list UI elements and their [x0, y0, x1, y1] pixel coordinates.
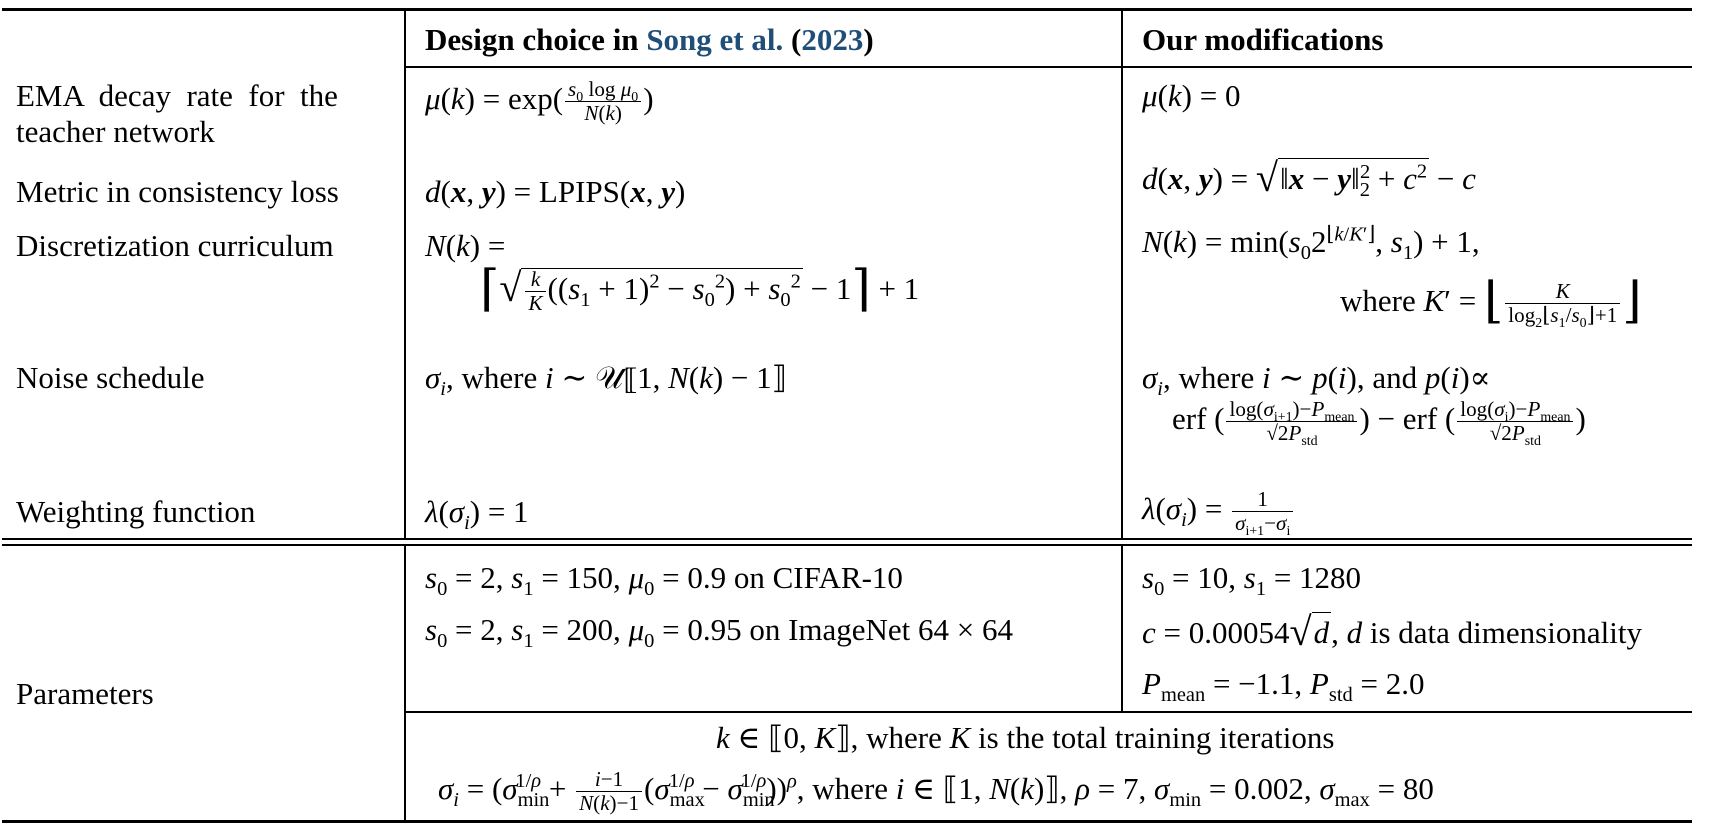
- top-rule: [2, 8, 1692, 11]
- row-metric-label: Metric in consistency loss: [16, 174, 339, 209]
- params-shared-k-where: where: [866, 720, 942, 755]
- params-song-imagenet: $s_0 = 2$, $s_1 = 200$, $\mu_0 = 0.95$ on ImageNet 64 × 64: [425, 612, 1014, 653]
- row-ema-song: μ(k) = exp( $\frac{s_0 \log \mu_0}{N(k)}$ ): [425, 77, 654, 126]
- row-weight-song: $\lambda(\sigma_i) = 1$: [425, 494, 529, 535]
- params-shared-sigma: $\sigma_i = (\sigma_{min}^{1/\rho}$ + $\frac{i-1}{N(k)-1}$ $(\sigma_{max}^{1/\rho} - \sigma_{min}^{1/\rho}))^\rho$, where i ∈ ⟦1, N(k)⟧, ρ = 7, $\sigma_{min} = 0.002$, $\sigma_{max} = 80$: [438, 767, 1434, 816]
- row-disc-ours-2: where K′ = ⌊ $\frac{K}{\log_2⌊s_1/s_0⌋+1}$ ⌋: [1340, 273, 1642, 332]
- row-ema-label-2: teacher network: [16, 114, 215, 149]
- params-shared-k-suffix: is the total training iterations: [978, 720, 1335, 755]
- header-rule-left: [404, 66, 1692, 68]
- row-metric-song: d(x, y) = LPIPS(x, y): [425, 174, 686, 209]
- params-shared-k: k ∈ ⟦0, K⟧, where K is the total training iterations: [716, 720, 1335, 755]
- params-song-cifar-suffix: on CIFAR-10: [733, 560, 903, 595]
- row-disc-ours-1: $N(k) = \min(s_02^{⌊k/K'⌋}$, $s_1) + 1$,: [1142, 223, 1480, 265]
- col1-divider-top: [404, 11, 406, 538]
- row-noise-label: Noise schedule: [16, 360, 205, 395]
- col2-divider-top: [1121, 11, 1123, 538]
- row-noise-ours-2: erf ( $\frac{\log(\sigma_{i+1})-P_{mean}}{√2P_{std}}$ ) − erf ( $\frac{\log(\sigma_i)-P_{mean}}{√2P_{std}}$ ): [1172, 397, 1586, 450]
- params-inner-rule: [404, 711, 1692, 713]
- params-song-imagenet-suffix: on ImageNet 64 × 64: [749, 612, 1014, 647]
- row-weight-label: Weighting function: [16, 494, 256, 529]
- header-ours: Our modifications: [1142, 22, 1384, 57]
- params-ours-s: $s_0 = 10$, $s_1 = 1280$: [1142, 560, 1362, 601]
- params-ours-c: c = 0.00054√d, d is data dimensionality: [1142, 609, 1642, 654]
- params-ours-c-suffix: is data dimensionality: [1369, 615, 1642, 650]
- row-ema-label-1: EMA decay rate for the: [16, 78, 338, 113]
- row-weight-ours: $\lambda(\sigma_i)$ = $\frac{1}{\sigma_{i+1}-\sigma_i}$: [1142, 488, 1295, 535]
- row-noise-ours-1: $\sigma_i$, where i ∼ p(i), and p(i)∝: [1142, 360, 1491, 401]
- citation-author-link[interactable]: Song et al.: [646, 22, 784, 57]
- row-metric-ours: d(x, y) = √‖x − $y‖_2^2 + c^2 - c$: [1142, 155, 1476, 202]
- row-ema-ours: μ(k) = 0: [1142, 78, 1241, 113]
- header-song: Design choice in Song et al. (2023): [425, 22, 874, 57]
- row-disc-song-1: N(k) =: [425, 228, 506, 263]
- row-disc-label: Discretization curriculum: [16, 228, 334, 263]
- params-ours-p: $P_{mean} = -1.1$, $P_{std} = 2.0$: [1142, 666, 1425, 707]
- col1-divider-bottom: [404, 546, 406, 820]
- params-song-cifar: $s_0 = 2$, $s_1 = 150$, $\mu_0 = 0.9$ on CIFAR-10: [425, 560, 903, 601]
- citation-year-link[interactable]: 2023: [801, 22, 864, 57]
- double-rule-top: [2, 538, 1692, 540]
- header-song-prefix: Design choice in: [425, 22, 647, 57]
- row-disc-song-2: ⌈√ $\frac{k}{K}$ $((s_1 + 1)^2 - s_0^2) + s_0^2$ − 1⌉ + 1: [480, 261, 920, 316]
- col2-divider-bottom: [1121, 546, 1123, 711]
- double-rule-bottom: [2, 544, 1692, 546]
- row-noise-song: $\sigma_i$, where i ∼ 𝒰⟦1, N(k) − 1⟧: [425, 360, 788, 401]
- params-label: Parameters: [16, 676, 154, 711]
- bottom-rule: [2, 820, 1692, 823]
